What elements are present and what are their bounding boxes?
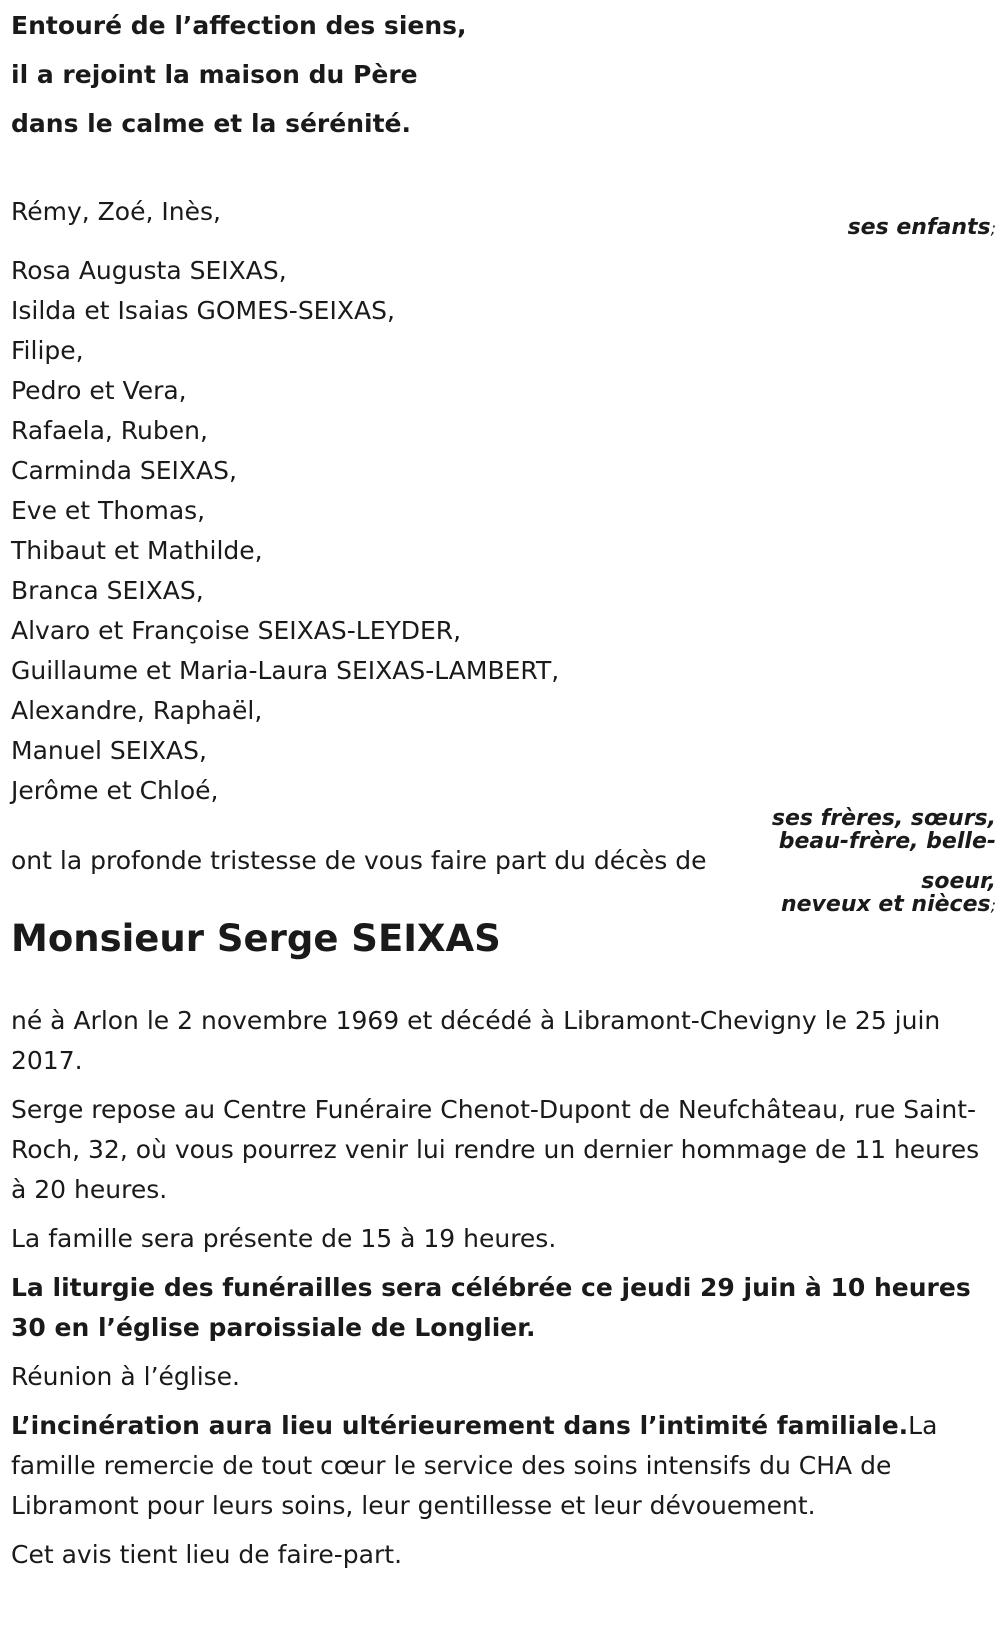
meeting-info: Réunion à l’église. [11, 1362, 241, 1391]
sibling-name: Guillaume et Maria-Laura SEIXAS-LAMBERT, [11, 656, 560, 685]
announcement-text: ont la profonde tristesse de vous faire part du décès de [11, 846, 707, 875]
family-list [11, 192, 996, 917]
sibling-name: Pedro et Vera, [11, 376, 187, 405]
incineration-and-thanks [11, 1406, 996, 1526]
intro-line-3: dans le calme et la sérénité. [11, 109, 411, 138]
sibling-name: Eve et Thomas, [11, 496, 206, 525]
family-names [11, 192, 731, 811]
children-names: Rémy, Zoé, Inès, [11, 197, 221, 226]
incineration-info: L’incinération aura lieu ultérieurement dans l’intimité familiale. [11, 1411, 909, 1440]
siblings-role-label [766, 807, 996, 917]
siblings-role-line-1: ses frères, sœurs, [771, 806, 996, 831]
family-presence-info: La famille sera présente de 15 à 19 heures. [11, 1224, 557, 1253]
siblings-role-line-4-wrap [766, 893, 996, 917]
intro-line-1: Entouré de l’affection des siens, [11, 11, 467, 40]
funeral-details [11, 1001, 996, 1575]
siblings-role-line-2: beau-frère, belle- [778, 829, 996, 854]
obituary-notice [11, 0, 996, 1584]
sibling-name: Jerôme et Chloé, [11, 776, 219, 805]
sibling-name: Thibaut et Mathilde, [11, 536, 263, 565]
liturgy-info: La liturgie des funérailles sera célébrée ce jeudi 29 juin à 10 heures 30 en l’église paroissiale de Longlier. [11, 1273, 971, 1342]
thanks-info: La famille remercie de tout cœur le service des soins intensifs du CHA de Libramont pour leurs soins, leur gentillesse et leur dévouement. [11, 1411, 938, 1520]
sibling-name: Alvaro et Françoise SEIXAS-LEYDER, [11, 616, 462, 645]
viewing-info: Serge repose au Centre Funéraire Chenot-Dupont de Neufchâteau, rue Saint-Roch, 32, où vous pourrez venir lui rendre un dernier hommage de 11 heures à 20 heures. [11, 1095, 980, 1204]
children-role-punct: ; [990, 219, 996, 238]
deceased-name: Monsieur Serge SEIXAS [11, 917, 501, 960]
sibling-name: Carminda SEIXAS, [11, 456, 237, 485]
sibling-name: Filipe, [11, 336, 84, 365]
intro-line-2: il a rejoint la maison du Père [11, 60, 418, 89]
sibling-name: Branca SEIXAS, [11, 576, 204, 605]
sibling-name: Alexandre, Raphaël, [11, 696, 263, 725]
siblings-role-line-3: soeur, [921, 869, 996, 894]
sibling-name: Rosa Augusta SEIXAS, [11, 256, 287, 285]
sibling-name: Manuel SEIXAS, [11, 736, 207, 765]
intro-verse [11, 1, 996, 148]
birth-death-info: né à Arlon le 2 novembre 1969 et décédé à Libramont-Chevigny le 25 juin 2017. [11, 1006, 941, 1075]
sibling-name: Isilda et Isaias GOMES-SEIXAS, [11, 296, 395, 325]
notice-info: Cet avis tient lieu de faire-part. [11, 1540, 403, 1569]
children-role-label [848, 216, 996, 240]
sibling-name: Rafaela, Ruben, [11, 416, 208, 445]
siblings-role-punct: ; [990, 896, 996, 915]
children-role-text: ses enfants [847, 215, 991, 240]
siblings-role-line-4: neveux et nièces [780, 892, 991, 917]
